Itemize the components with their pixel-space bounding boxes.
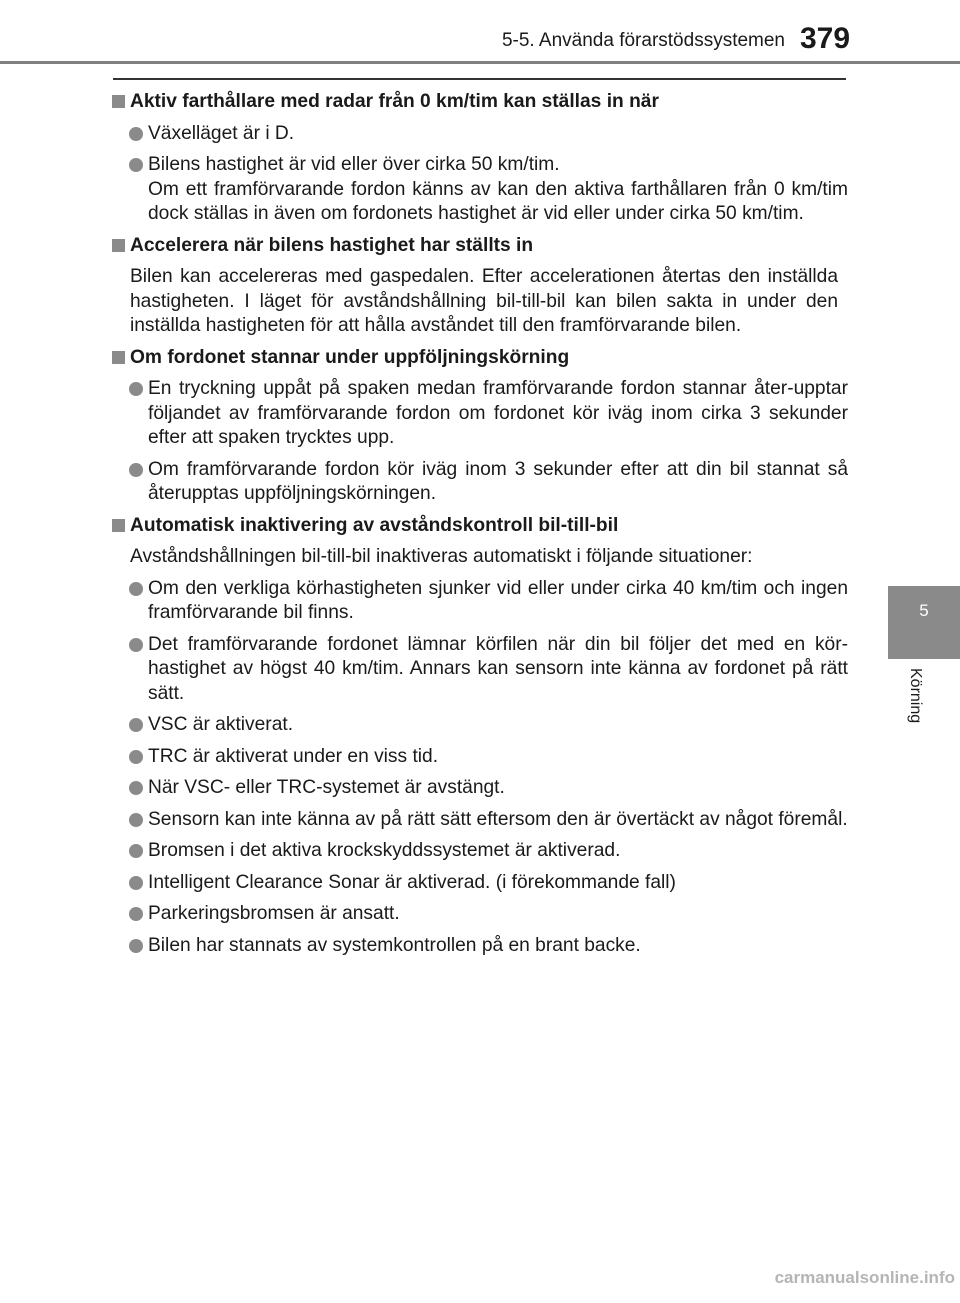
circle-bullet-icon [129, 844, 143, 858]
circle-bullet-icon [129, 907, 143, 921]
content-top-rule [113, 78, 846, 80]
list-item: Om framförvarande fordon kör iväg inom 3 sekunder efter att din bil stannat så återupptas uppföljningskörningen. [112, 458, 848, 507]
header-rule [0, 61, 960, 64]
list-item: Intelligent Clearance Sonar är aktiverad. (i förekommande fall) [112, 871, 848, 896]
circle-bullet-icon [129, 158, 143, 172]
square-bullet-icon [112, 239, 125, 252]
list-item: Bromsen i det aktiva krockskyddssystemet är aktiverad. [112, 839, 848, 864]
circle-bullet-icon [129, 463, 143, 477]
list-item: När VSC- eller TRC-systemet är avstängt. [112, 776, 848, 801]
chapter-number: 5 [919, 601, 929, 620]
list-item: Sensorn kan inte känna av på rätt sätt eftersom den är övertäckt av något föremål. [112, 808, 848, 833]
circle-bullet-icon [129, 939, 143, 953]
list-item: Parkeringsbromsen är ansatt. [112, 902, 848, 927]
list-item: Bilens hastighet är vid eller över cirka 50 km/tim. Om ett framförvarande fordon känns av kan den aktiva farthållaren från 0 km/tim dock ställas in även om fordonets hastighet är vid eller under cirka 50 km/tim. [112, 153, 848, 227]
circle-bullet-icon [129, 382, 143, 396]
circle-bullet-icon [129, 638, 143, 652]
list-item: VSC är aktiverat. [112, 713, 848, 738]
list-item: Växelläget är i D. [112, 122, 848, 147]
chapter-tab [888, 586, 960, 659]
circle-bullet-icon [129, 718, 143, 732]
square-bullet-icon [112, 519, 125, 532]
list-item: En tryckning uppåt på spaken medan framförvarande fordon stannar åter-upptar följandet av framförvarande fordon om fordonet kör iväg inom cirka 3 sekunder efter att spaken trycktes upp. [112, 377, 848, 451]
list-item: TRC är aktiverat under en viss tid. [112, 745, 848, 770]
section-heading: Aktiv farthållare med radar från 0 km/tim kan ställas in när [112, 90, 848, 115]
square-bullet-icon [112, 95, 125, 108]
section-heading: Om fordonet stannar under uppföljningskörning [112, 346, 848, 371]
square-bullet-icon [112, 351, 125, 364]
circle-bullet-icon [129, 876, 143, 890]
paragraph: Avståndshållningen bil-till-bil inaktiveras automatiskt i följande situationer: [130, 546, 753, 567]
circle-bullet-icon [129, 781, 143, 795]
circle-bullet-icon [129, 750, 143, 764]
paragraph: Bilen kan accelereras med gaspedalen. Efter accelerationen återtas den inställda hastigheten. I läget för avståndshållning bil-till-bil kan bilen sakta in under den inställda hastigheten för att hålla avståndet till den framförvarande bilen. [130, 266, 838, 336]
page-content [112, 90, 848, 965]
chapter-label: Körning [907, 668, 924, 724]
section-heading: Automatisk inaktivering av avståndskontroll bil-till-bil [112, 514, 848, 539]
list-item: Bilen har stannats av systemkontrollen på en brant backe. [112, 934, 848, 959]
list-item: Om den verkliga körhastigheten sjunker vid eller under cirka 40 km/tim och ingen framförvarande bil finns. [112, 577, 848, 626]
running-header-title: 5-5. Använda förarstödssystemen [501, 30, 785, 51]
circle-bullet-icon [129, 813, 143, 827]
circle-bullet-icon [129, 127, 143, 141]
page-number: 379 [800, 22, 851, 55]
watermark: carmanualsonline.info [774, 1268, 955, 1287]
list-item: Det framförvarande fordonet lämnar körfilen när din bil följer det med en kör-hastighet av högst 40 km/tim. Annars kan sensorn inte känna av fordonet på rätt sätt. [112, 633, 848, 707]
section-heading: Accelerera när bilens hastighet har ställts in [112, 234, 848, 259]
circle-bullet-icon [129, 582, 143, 596]
